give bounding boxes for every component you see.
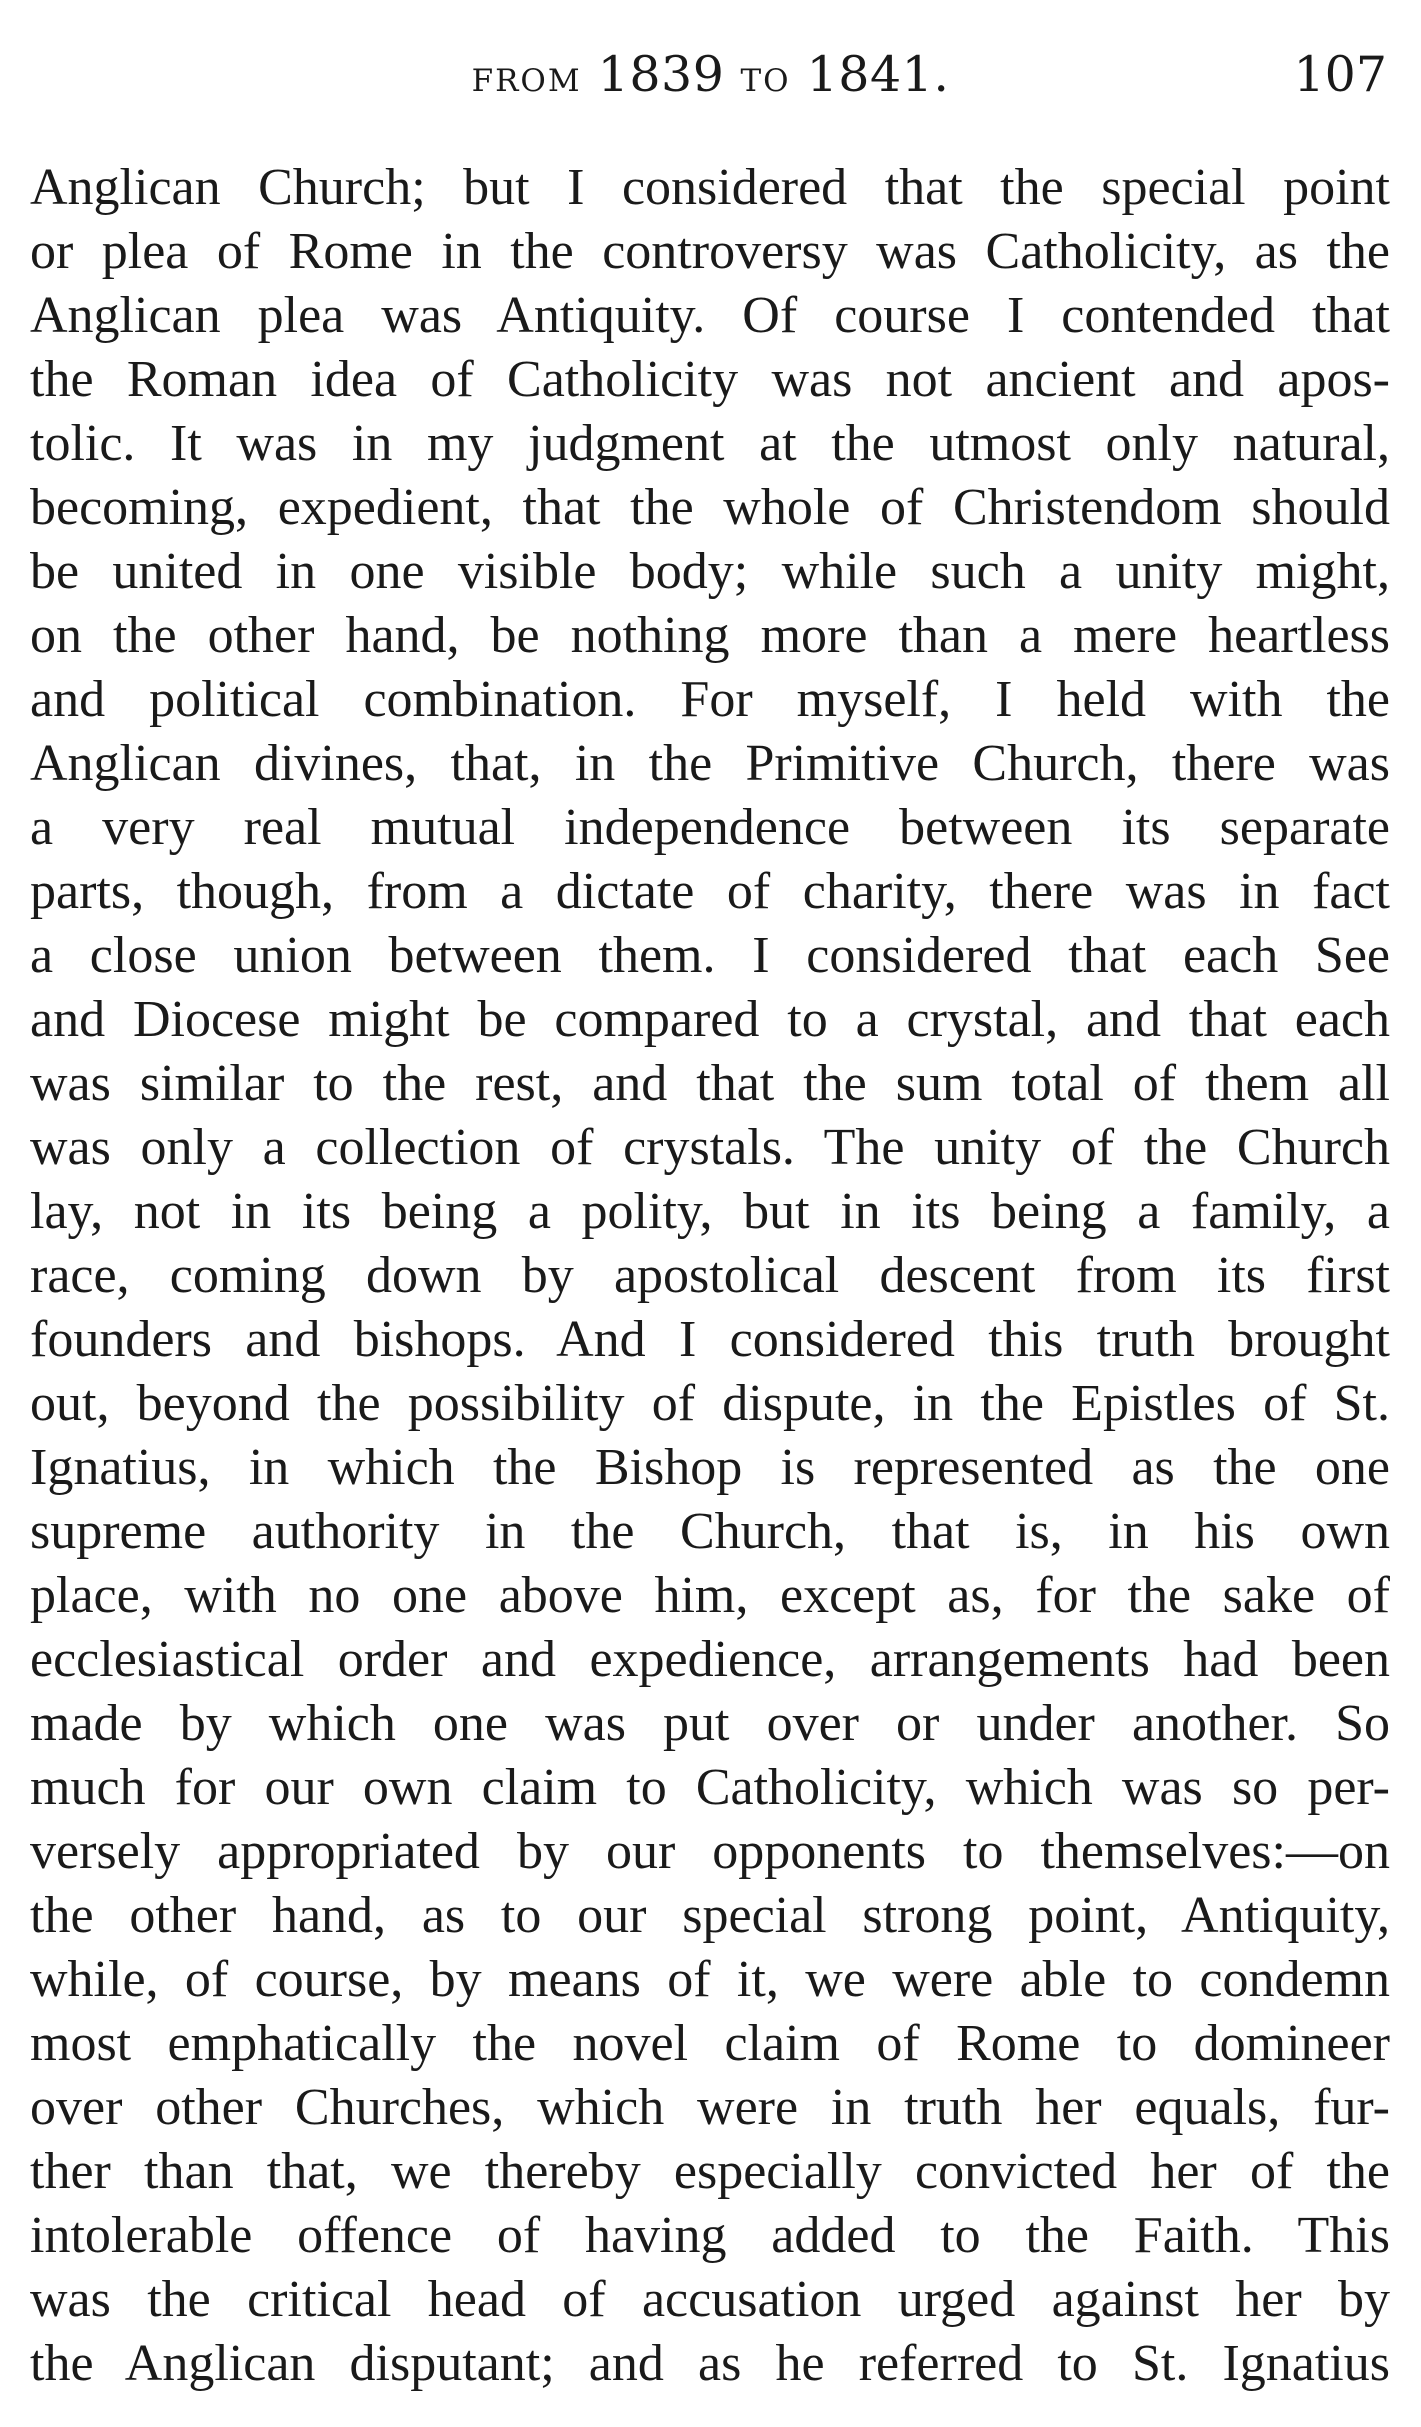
text-line: most emphatically the novel claim of Rome to domineer bbox=[30, 2015, 1390, 2072]
text-line: ther than that, we thereby especially convicted her of the bbox=[30, 2143, 1390, 2200]
text-line: out, beyond the possibility of dispute, in the Epistles of St. bbox=[30, 1375, 1390, 1432]
text-line: or plea of Rome in the controversy was Catholicity, as the bbox=[30, 223, 1390, 280]
text-line: intolerable offence of having added to the Faith. This bbox=[30, 2207, 1390, 2264]
text-line: Ignatius, in which the Bishop is represented as the one bbox=[30, 1439, 1390, 1496]
text-line: supreme authority in the Church, that is, in his own bbox=[30, 1503, 1390, 1560]
text-line: and Diocese might be compared to a crystal, and that each bbox=[30, 991, 1390, 1048]
text-line: race, coming down by apostolical descent from its first bbox=[30, 1247, 1390, 1304]
page-number: 107 bbox=[1293, 46, 1387, 103]
running-head-year-end: 1841. bbox=[806, 46, 950, 103]
text-line: was similar to the rest, and that the sum total of them all bbox=[30, 1055, 1390, 1112]
text-line: was only a collection of crystals. The unity of the Church bbox=[30, 1119, 1390, 1176]
running-head bbox=[0, 40, 1421, 112]
text-line: made by which one was put over or under another. So bbox=[30, 1695, 1390, 1752]
text-line: much for our own claim to Catholicity, which was so per- bbox=[30, 1759, 1390, 1816]
text-line: be united in one visible body; while such a unity might, bbox=[30, 543, 1390, 600]
text-line: the Roman idea of Catholicity was not ancient and apos- bbox=[30, 351, 1390, 408]
text-line: versely appropriated by our opponents to themselves:—on bbox=[30, 1823, 1390, 1880]
text-line: ecclesiastical order and expedience, arrangements had been bbox=[30, 1631, 1390, 1688]
text-line: Anglican plea was Antiquity. Of course I contended that bbox=[30, 287, 1390, 344]
text-line: the Anglican disputant; and as he referred to St. Ignatius bbox=[30, 2335, 1390, 2392]
text-line: the other hand, as to our special strong point, Antiquity, bbox=[30, 1887, 1390, 1944]
text-line: Anglican divines, that, in the Primitive Church, there was bbox=[30, 735, 1390, 792]
running-head-to: to bbox=[740, 51, 791, 102]
page-header bbox=[0, 40, 1421, 110]
text-line: founders and bishops. And I considered this truth brought bbox=[30, 1311, 1390, 1368]
text-line: a close union between them. I considered that each See bbox=[30, 927, 1390, 984]
running-head-year-start: 1839 bbox=[597, 46, 725, 103]
text-line: place, with no one above him, except as, for the sake of bbox=[30, 1567, 1390, 1624]
text-line: parts, though, from a dictate of charity, there was in fact bbox=[30, 863, 1390, 920]
text-line: lay, not in its being a polity, but in its being a family, a bbox=[30, 1183, 1390, 1240]
text-line: Anglican Church; but I considered that the special point bbox=[30, 159, 1390, 216]
text-line: on the other hand, be nothing more than a mere heartless bbox=[30, 607, 1390, 664]
text-line: becoming, expedient, that the whole of Christendom should bbox=[30, 479, 1390, 536]
body-text bbox=[30, 156, 1390, 2396]
text-line: a very real mutual independence between its separate bbox=[30, 799, 1390, 856]
text-line: over other Churches, which were in truth her equals, fur- bbox=[30, 2079, 1390, 2136]
text-line: tolic. It was in my judgment at the utmost only natural, bbox=[30, 415, 1390, 472]
text-line: and political combination. For myself, I held with the bbox=[30, 671, 1390, 728]
text-line: while, of course, by means of it, we were able to condemn bbox=[30, 1951, 1390, 2008]
running-head-from: from bbox=[471, 51, 582, 102]
text-line: was the critical head of accusation urged against her by bbox=[30, 2271, 1390, 2328]
